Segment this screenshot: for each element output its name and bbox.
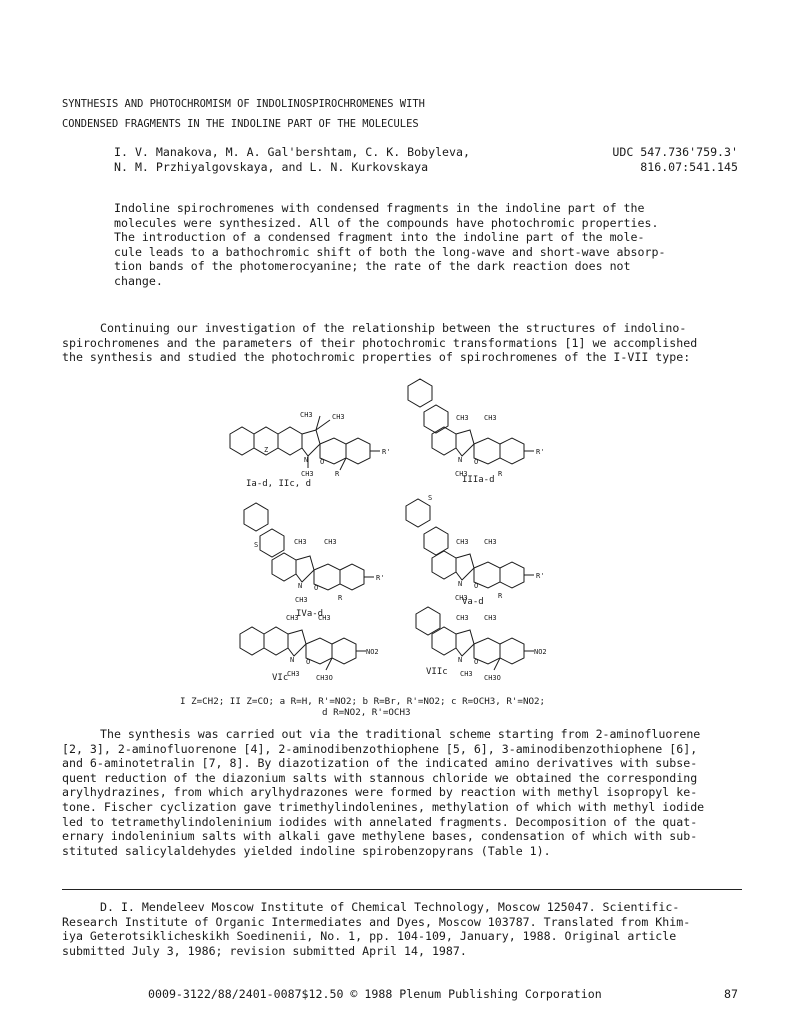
udc-code — [612, 145, 738, 174]
label-iv: IVa-d — [296, 609, 324, 619]
atom-ch3: CH3 — [484, 614, 497, 622]
intro-paragraph — [62, 321, 742, 365]
atom-o: O — [320, 458, 325, 466]
abstract-line: molecules were synthesized. All of the compounds have photochromic properties. — [114, 215, 659, 230]
intro-line: Continuing our investigation of the relationship between the structures of indolino- — [100, 321, 687, 335]
atom-n: N — [458, 580, 463, 588]
atom-r1: R' — [536, 448, 545, 456]
intro-line: spirochromenes and the parameters of their photochromic transformations [1] we accomplished — [62, 335, 698, 350]
atom-n: N — [290, 656, 295, 664]
atom-ch3: CH3 — [484, 414, 497, 422]
body-line: ernary indoleninium salts with alkali gave methylene bases, condensation of which with sub- — [62, 829, 698, 844]
atom-r1: R' — [376, 574, 385, 582]
atom-o: O — [474, 582, 479, 590]
atom-ch3: CH3 — [456, 614, 469, 622]
atom-ch3o: CH3O — [484, 674, 501, 682]
atom-z: Z — [264, 446, 269, 454]
atom-ch3: CH3 — [460, 670, 473, 678]
atom-ch3: CH3 — [484, 538, 497, 546]
footnote-line: submitted July 3, 1986; revision submitted April 14, 1987. — [62, 943, 467, 958]
structures-svg — [180, 372, 660, 707]
intro-line: the synthesis and studied the photochromic properties of spirochromenes of the I-VII type: — [62, 350, 691, 365]
atom-n: N — [298, 582, 303, 590]
atom-no2: NO2 — [366, 648, 379, 656]
footnote-line: Research Institute of Organic Intermediates and Dyes, Moscow 103787. Translated from Khim- — [62, 914, 691, 929]
atom-ch3: CH3 — [456, 538, 469, 546]
abstract-line: tion bands of the photomerocyanine; the rate of the dark reaction does not — [114, 259, 631, 274]
atom-o: O — [314, 584, 319, 592]
abstract-line: change. — [114, 273, 163, 288]
label-vii: VIIc — [426, 667, 448, 677]
atom-ch3: CH3 — [294, 538, 307, 546]
atom-n: N — [304, 456, 309, 464]
udc-line: UDC 547.736'759.3' — [612, 145, 738, 159]
atom-ch3: CH3 — [300, 411, 313, 419]
atom-no2: NO2 — [534, 648, 547, 656]
atom-r: R — [498, 470, 503, 478]
atom-ch3: CH3 — [287, 670, 300, 678]
abstract-line: Indoline spirochromenes with condensed fragments in the indoline part of the — [114, 201, 645, 215]
label-ia: Ia-d, IIc, d — [246, 479, 312, 489]
abstract-line: cule leads to a bathochromic shift of both the long-wave and short-wave absorp- — [114, 244, 666, 259]
atom-ch3o: CH3O — [316, 674, 333, 682]
body-line: arylhydrazines, from which arylhydrazones were formed by reaction with methyl isopropyl ke- — [62, 785, 698, 800]
atom-r1: R' — [536, 572, 545, 580]
structure-ia — [230, 411, 390, 489]
atom-n: N — [458, 656, 463, 664]
legend-line: d R=NO2, R'=OCH3 — [322, 707, 411, 718]
page-number: 87 — [724, 987, 738, 1001]
body-paragraph — [62, 727, 742, 858]
atom-ch3: CH3 — [286, 614, 299, 622]
body-line: [2, 3], 2-aminofluorenone [4], 2-aminodibenzothiophene [5, 6], 3-aminodibenzothiophene [6], — [62, 741, 698, 756]
scheme-legend — [180, 696, 545, 718]
atom-r1: R' — [382, 448, 391, 456]
body-line: stituted salicylaldehydes yielded indoline spirobenzopyrans (Table 1). — [62, 843, 551, 858]
atom-n: N — [458, 456, 463, 464]
udc-line: 816.07:541.145 — [640, 159, 738, 174]
footnote-divider — [62, 889, 742, 890]
authors-line: I. V. Manakova, M. A. Gal'bershtam, C. K. Bobyleva, — [114, 145, 470, 159]
body-line: tone. Fischer cyclization gave trimethylindolenines, methylation of which with methyl iodide — [62, 799, 705, 814]
atom-ch3: CH3 — [456, 414, 469, 422]
structure-vii — [416, 607, 547, 682]
atom-ch3: CH3 — [301, 470, 314, 478]
footnote-line: D. I. Mendeleev Moscow Institute of Chemical Technology, Moscow 125047. Scientific- — [100, 900, 680, 914]
atom-r: R — [338, 594, 343, 602]
article-title — [62, 94, 425, 134]
structure-vi — [240, 614, 379, 683]
copyright-line: 0009-3122/88/2401-0087$12.50 © 1988 Plenum Publishing Corporation — [148, 987, 602, 1001]
footnote-line: iya Geterotsiklicheskikh Soedinenii, No. 1, pp. 104-109, January, 1988. Original article — [62, 929, 677, 944]
label-iii: IIIa-d — [462, 475, 495, 485]
body-line: The synthesis was carried out via the traditional scheme starting from 2-aminofluorene — [100, 727, 701, 741]
atom-r: R — [335, 470, 340, 478]
structure-iii — [408, 379, 544, 485]
abstract — [114, 201, 704, 289]
title-line: CONDENSED FRAGMENTS IN THE INDOLINE PART OF THE MOLECULES — [62, 118, 419, 130]
title-line: SYNTHESIS AND PHOTOCHROMISM OF INDOLINOSPIROCHROMENES WITH — [62, 98, 425, 110]
atom-ch3: CH3 — [332, 413, 345, 421]
label-v: Va-d — [462, 597, 484, 607]
atom-o: O — [474, 658, 479, 666]
label-vi: VIc — [272, 673, 289, 683]
body-line: and 6-aminotetralin [7, 8]. By diazotization of the indicated amino derivatives with subse- — [62, 756, 698, 771]
footnote — [62, 900, 742, 958]
chemical-structures-scheme — [180, 372, 660, 707]
authors-line: N. M. Przhiyalgovskaya, and L. N. Kurkovskaya — [114, 159, 429, 174]
atom-s: S — [428, 494, 433, 502]
authors — [114, 145, 470, 174]
abstract-line: The introduction of a condensed fragment into the indoline part of the mole- — [114, 230, 645, 245]
atom-ch3: CH3 — [318, 614, 331, 622]
legend-line: I Z=CH2; II Z=CO; a R=H, R'=NO2; b R=Br, R'=NO2; c R=OCH3, R'=NO2; — [180, 696, 546, 707]
atom-ch3: CH3 — [295, 596, 308, 604]
structure-v — [406, 494, 544, 607]
body-line: led to tetramethylindoleninium iodides with annelated fragments. Decomposition of the quat- — [62, 814, 698, 829]
structure-iv — [244, 503, 384, 619]
atom-o: O — [306, 658, 311, 666]
atom-r: R — [498, 592, 503, 600]
body-line: quent reduction of the diazonium salts with stannous chloride we obtained the corresponding — [62, 770, 698, 785]
atom-ch3: CH3 — [324, 538, 337, 546]
atom-ch3: CH3 — [455, 594, 468, 602]
atom-ch3: CH3 — [455, 470, 468, 478]
atom-o: O — [474, 458, 479, 466]
atom-s: S — [254, 541, 259, 549]
